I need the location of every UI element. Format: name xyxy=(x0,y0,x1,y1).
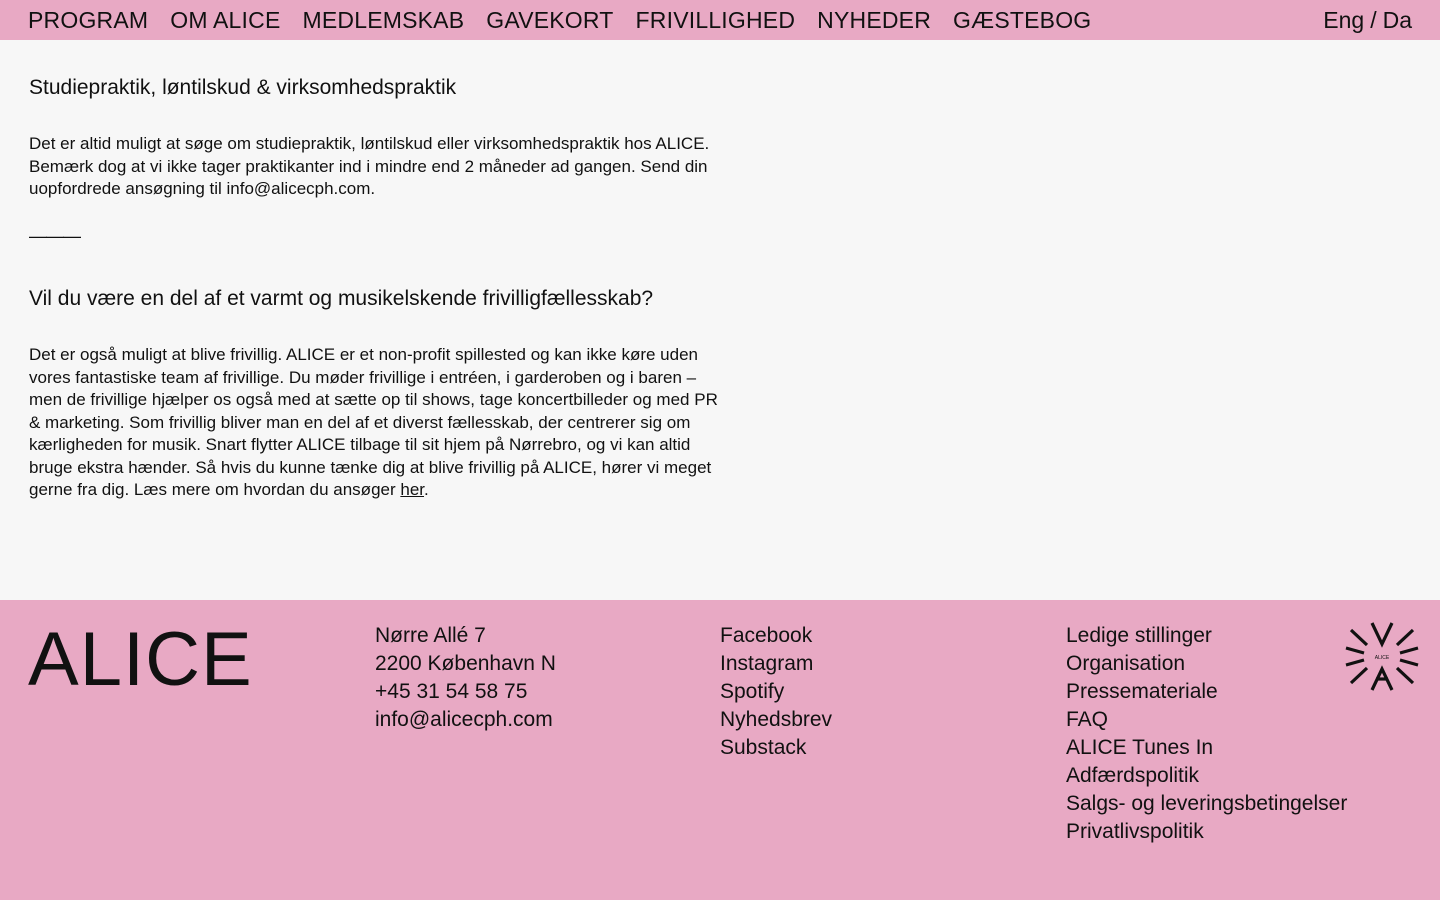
top-navigation xyxy=(0,0,1440,40)
nav-item-gavekort[interactable]: GAVEKORT xyxy=(486,7,614,33)
footer-link-instagram[interactable]: Instagram xyxy=(720,652,814,675)
apply-here-link[interactable]: her xyxy=(400,480,425,499)
footer-link-ledige-stillinger[interactable]: Ledige stillinger xyxy=(1066,624,1212,647)
nav-item-frivillighed[interactable]: FRIVILLIGHED xyxy=(635,7,796,33)
volunteer-body-text: Det er også muligt at blive frivillig. ALICE er et non-profit spillested og kan ikke køre uden vores fantastiske team af frivillige. Du møder frivillige i entréen, i garderoben og i baren – men de frivillige hjælper os også med at sætte op til shows, tage koncertbilleder og med PR & marketing. Som frivillig bliver man en del af et diverst fællesskab, der centrerer sig om kærligheden for musik. Snart flytter ALICE tilbage til sit hjem på Nørrebro, og vi kan altid bruge ekstra hænder. Så hvis du kunne tænke dig at blive frivillig på ALICE, hører vi meget gerne fra dig. Læs mere om hvordan du ansøger xyxy=(29,345,718,499)
footer-link-organisation[interactable]: Organisation xyxy=(1066,652,1186,675)
footer-link-substack[interactable]: Substack xyxy=(720,736,807,759)
internship-body: Det er altid muligt at søge om studiepraktik, løntilskud eller virksomhedspraktik hos ALICE. Bemærk dog at vi ikke tager praktikanter ind i mindre end 2 måneder ad gangen. Send din uopfordrede ansøgning til info@alicecph.com. xyxy=(29,134,710,198)
footer-link-nyhedsbrev[interactable]: Nyhedsbrev xyxy=(720,708,833,731)
footer-link-facebook[interactable]: Facebook xyxy=(720,624,813,647)
nav-item-program[interactable]: PROGRAM xyxy=(28,7,149,33)
social-links xyxy=(720,622,832,762)
nav-item-nyheder[interactable]: NYHEDER xyxy=(817,7,932,33)
footer-link-pressemateriale[interactable]: Pressemateriale xyxy=(1066,680,1218,703)
nav-item-om-alice[interactable]: OM ALICE xyxy=(170,7,281,33)
volunteer-body xyxy=(29,344,729,502)
address-street: Nørre Allé 7 xyxy=(375,624,486,647)
footer-link-privatlivspolitik[interactable]: Privatlivspolitik xyxy=(1066,820,1204,843)
emblem-text: ALICE xyxy=(1374,655,1390,661)
lang-da-link[interactable]: Da xyxy=(1382,6,1412,33)
alice-logo[interactable]: ALICE xyxy=(28,617,253,702)
volunteer-heading: Vil du være en del af et varmt og musikelskende frivilligfællesskab? xyxy=(29,287,654,310)
lang-eng-link[interactable]: Eng xyxy=(1323,6,1365,33)
footer-link-adfaerdspolitik[interactable]: Adfærdspolitik xyxy=(1066,764,1200,787)
address-city: 2200 København N xyxy=(375,652,556,675)
footer xyxy=(0,600,1440,900)
nav-item-medlemskab[interactable]: MEDLEMSKAB xyxy=(302,7,465,33)
main-menu xyxy=(28,0,1091,40)
footer-link-faq[interactable]: FAQ xyxy=(1066,708,1109,731)
address-phone[interactable]: +45 31 54 58 75 xyxy=(375,680,528,703)
info-links xyxy=(1066,622,1347,846)
section-divider: ——— xyxy=(29,226,80,246)
footer-link-salgsbetingelser[interactable]: Salgs- og leveringsbetingelser xyxy=(1066,792,1348,815)
volunteer-body-end: . xyxy=(424,480,429,499)
footer-link-spotify[interactable]: Spotify xyxy=(720,680,785,703)
address-list xyxy=(375,622,556,734)
footer-link-alice-tunes-in[interactable]: ALICE Tunes In xyxy=(1066,736,1214,759)
internship-heading: Studiepraktik, løntilskud & virksomhedspraktik xyxy=(29,76,457,99)
alice-sunburst-emblem-icon xyxy=(1342,620,1422,696)
nav-item-gaestebog[interactable]: GÆSTEBOG xyxy=(953,7,1092,33)
lang-separator: / xyxy=(1370,6,1377,33)
language-switcher xyxy=(1323,7,1412,34)
address-email[interactable]: info@alicecph.com xyxy=(375,708,553,731)
